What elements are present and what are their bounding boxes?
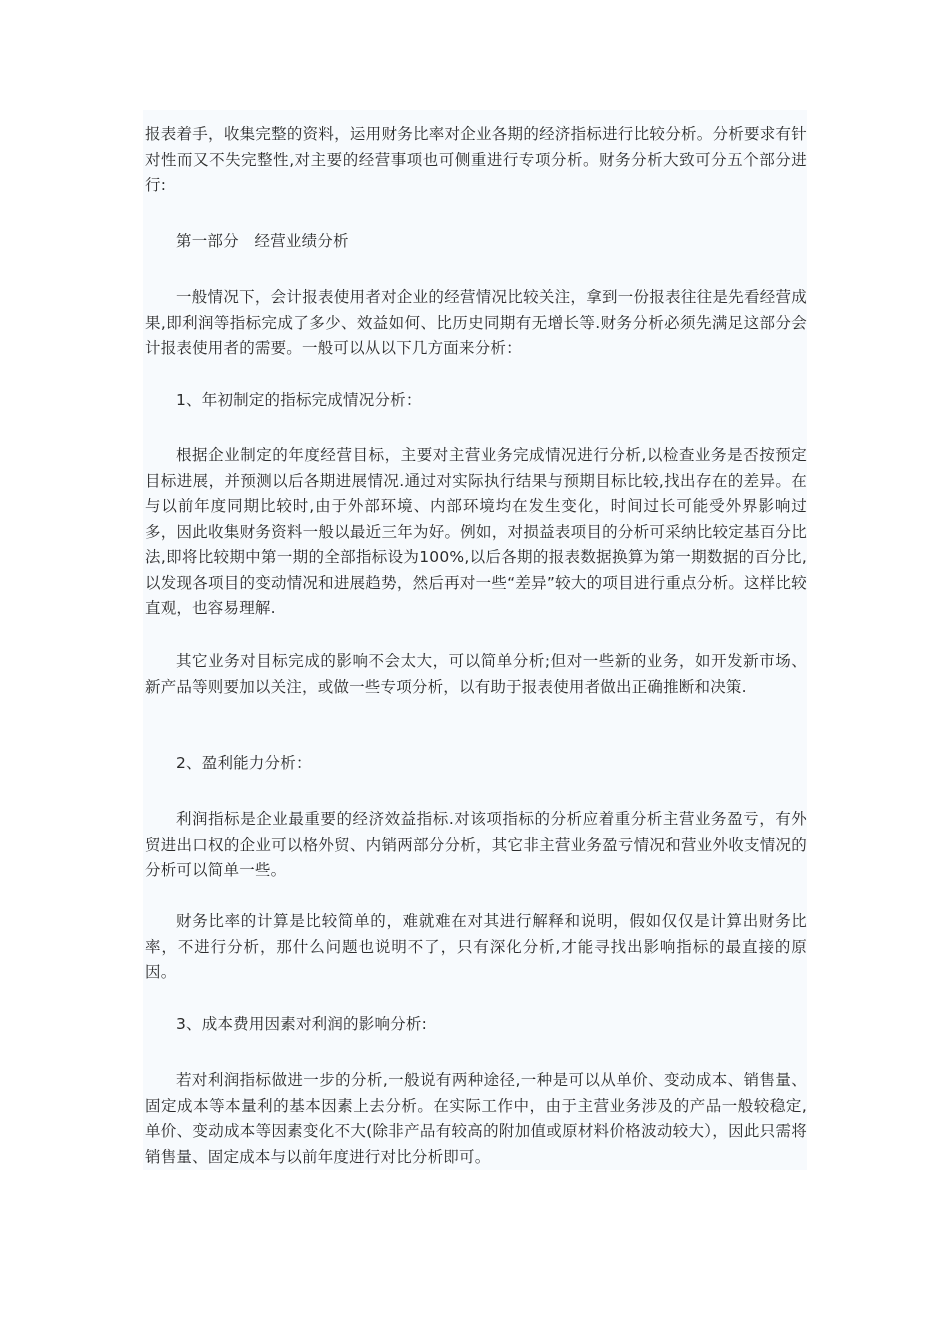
target-completion-paragraph: 根据企业制定的年度经营目标，主要对主营业务完成情况进行分析,以检查业务是否按预定目标进展，并预测以后各期进展情况.通过对实际执行结果与预期目标比较,找出存在的差异。在与以前年度同期比较时,由于外部环境、内部环境均在发生变化，时间过长可能受外界影响过多，因此收集财务资料一般以最近三年为好。例如，对损益表项目的分析可采纳比较定基百分比法,即将比较期中第一期的全部指标设为100%,以后各期的报表数据换算为第一期数据的百分比,以发现各项目的变动情况和进展趋势，然后再对一些“差异”较大的项目进行重点分析。这样比较直观，也容易理解. — [145, 446, 807, 617]
document-body — [143, 110, 807, 1170]
other-business-paragraph: 其它业务对目标完成的影响不会太大，可以简单分析;但对一些新的业务，如开发新市场、新产品等则要加以关注，或做一些专项分析，以有助于报表使用者做出正确推断和决策. — [145, 652, 807, 696]
financial-ratio-paragraph: 财务比率的计算是比较简单的，难就难在对其进行解释和说明，假如仅仅是计算出财务比率，不进行分析，那什么问题也说明不了，只有深化分析,才能寻找出影响指标的最直接的原因。 — [145, 912, 807, 981]
subheading-target-completion: 1、年初制定的指标完成情况分析： — [176, 391, 422, 409]
profit-indicator-paragraph: 利润指标是企业最重要的经济效益指标.对该项指标的分析应着重分析主营业务盈亏，有外贸进出口权的企业可以格外贸、内销两部分分析，其它非主营业务盈亏情况和营业外收支情况的分析可以简单一些。 — [145, 810, 807, 879]
intro-paragraph: 报表着手，收集完整的资料，运用财务比率对企业各期的经济指标进行比较分析。分析要求有针对性而又不失完整性,对主要的经营事项也可侧重进行专项分析。财务分析大致可分五个部分进行: — [145, 125, 807, 194]
section-heading-part-one: 第一部分 经营业绩分析 — [176, 232, 349, 250]
subheading-cost-factors: 3、成本费用因素对利润的影响分析: — [176, 1015, 427, 1033]
cost-analysis-paragraph: 若对利润指标做进一步的分析,一般说有两种途径,一种是可以从单价、变动成本、销售量、固定成本等本量利的基本因素上去分析。在实际工作中，由于主营业务涉及的产品一般较稳定,单价、变动成本等因素变化不大(除非产品有较高的附加值或原材料价格波动较大），因此只需将销售量、固定成本与以前年度进行对比分析即可。 — [145, 1071, 807, 1166]
overview-paragraph: 一般情况下，会计报表使用者对企业的经营情况比较关注，拿到一份报表往往是先看经营成果,即利润等指标完成了多少、效益如何、比历史同期有无增长等.财务分析必须先满足这部分会计报表使用者的需要。一般可以从以下几方面来分析： — [145, 288, 807, 357]
subheading-profitability: 2、盈利能力分析： — [176, 754, 312, 772]
